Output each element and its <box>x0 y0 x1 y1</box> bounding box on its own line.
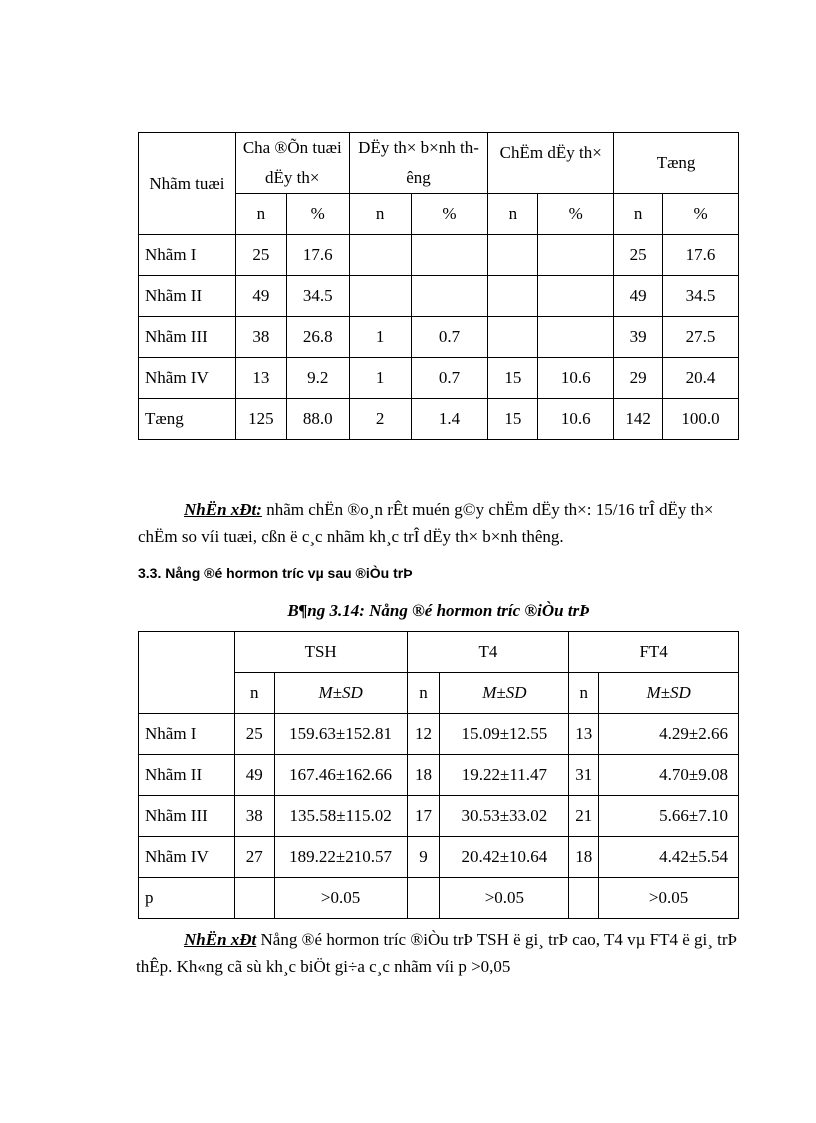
header-tsh: TSH <box>234 632 407 673</box>
header-normal-puberty: DËy th× b×nh thêng <box>349 133 488 194</box>
cell: 9.2 <box>286 358 349 399</box>
comment-paragraph-1 <box>138 496 742 550</box>
comment-label: NhËn xÐt: <box>184 500 262 519</box>
cell: 27.5 <box>663 317 739 358</box>
cell: 38 <box>235 317 286 358</box>
table-row <box>139 796 739 837</box>
cell: 13 <box>569 714 599 755</box>
cell: 9 <box>407 837 440 878</box>
table-row <box>139 358 739 399</box>
cell: 26.8 <box>286 317 349 358</box>
section-heading: 3.3. Nång ®é hormon tríc vµ sau ®iÒu trÞ <box>138 565 413 581</box>
cell: 0.7 <box>411 358 488 399</box>
table-row <box>139 837 739 878</box>
sub-pct: % <box>538 194 614 235</box>
table-row <box>139 235 739 276</box>
row-label: Nhãm III <box>139 317 236 358</box>
row-label: p <box>139 878 235 919</box>
cell: 189.22±210.57 <box>274 837 407 878</box>
header-delayed-puberty: ChËm dËy th× <box>488 133 614 194</box>
row-label: Nhãm IV <box>139 358 236 399</box>
cell: 49 <box>234 755 274 796</box>
cell: 18 <box>407 755 440 796</box>
cell: 34.5 <box>286 276 349 317</box>
cell: 1 <box>349 358 411 399</box>
table-puberty-by-group <box>138 132 739 440</box>
table-hormone-levels <box>138 631 739 919</box>
cell <box>538 317 614 358</box>
cell: 15.09±12.55 <box>440 714 569 755</box>
cell: 1.4 <box>411 399 488 440</box>
cell <box>411 276 488 317</box>
cell: 39 <box>614 317 663 358</box>
comment-paragraph-2 <box>136 926 742 980</box>
sub-n: n <box>235 194 286 235</box>
cell <box>488 276 538 317</box>
cell: 19.22±11.47 <box>440 755 569 796</box>
cell: 17.6 <box>663 235 739 276</box>
sub-n: n <box>614 194 663 235</box>
sub-n: n <box>569 673 599 714</box>
comment-label: NhËn xÐt <box>184 930 257 949</box>
cell: 167.46±162.66 <box>274 755 407 796</box>
cell: 31 <box>569 755 599 796</box>
row-label: Tæng <box>139 399 236 440</box>
cell: 10.6 <box>538 358 614 399</box>
table-row <box>139 714 739 755</box>
sub-mean-sd: M±SD <box>440 673 569 714</box>
cell <box>407 878 440 919</box>
table-row <box>139 317 739 358</box>
cell: 4.70±9.08 <box>599 755 739 796</box>
cell: 10.6 <box>538 399 614 440</box>
cell <box>234 878 274 919</box>
sub-pct: % <box>663 194 739 235</box>
cell <box>488 235 538 276</box>
cell: 13 <box>235 358 286 399</box>
comment-text: Nång ®é hormon tríc ®iÒu trÞ TSH ë gi¸ trÞ cao, T4 vµ FT4 ë gi¸ trÞ thÊp. Kh«ng cã sù kh¸c biÖt gi÷a c¸c nhãm víi p >0,05 <box>136 930 738 976</box>
sub-mean-sd: M±SD <box>274 673 407 714</box>
cell: 17 <box>407 796 440 837</box>
cell: 125 <box>235 399 286 440</box>
cell: 15 <box>488 399 538 440</box>
cell: 159.63±152.81 <box>274 714 407 755</box>
cell: 5.66±7.10 <box>599 796 739 837</box>
table-caption: B¶ng 3.14: Nång ®é hormon tríc ®iÒu trÞ <box>287 601 590 620</box>
cell: 0.7 <box>411 317 488 358</box>
cell: 17.6 <box>286 235 349 276</box>
header-empty <box>139 632 235 714</box>
cell: 142 <box>614 399 663 440</box>
cell: 25 <box>234 714 274 755</box>
cell <box>569 878 599 919</box>
row-label: Nhãm I <box>139 235 236 276</box>
cell: 2 <box>349 399 411 440</box>
sub-mean-sd: M±SD <box>599 673 739 714</box>
table-row <box>139 878 739 919</box>
row-label: Nhãm III <box>139 796 235 837</box>
cell: 49 <box>614 276 663 317</box>
cell <box>349 235 411 276</box>
row-label: Nhãm II <box>139 276 236 317</box>
header-ft4: FT4 <box>569 632 739 673</box>
cell: 15 <box>488 358 538 399</box>
cell: >0.05 <box>599 878 739 919</box>
table-row <box>139 276 739 317</box>
cell: >0.05 <box>440 878 569 919</box>
cell <box>411 235 488 276</box>
cell: 20.42±10.64 <box>440 837 569 878</box>
cell: 1 <box>349 317 411 358</box>
row-label: Nhãm II <box>139 755 235 796</box>
sub-n: n <box>234 673 274 714</box>
row-label: Nhãm IV <box>139 837 235 878</box>
cell: 100.0 <box>663 399 739 440</box>
header-group: Nhãm tuæi <box>139 133 236 235</box>
cell: 4.29±2.66 <box>599 714 739 755</box>
cell: 27 <box>234 837 274 878</box>
cell: >0.05 <box>274 878 407 919</box>
sub-n: n <box>349 194 411 235</box>
cell <box>538 276 614 317</box>
cell: 25 <box>614 235 663 276</box>
cell: 20.4 <box>663 358 739 399</box>
cell: 88.0 <box>286 399 349 440</box>
sub-n: n <box>488 194 538 235</box>
cell: 135.58±115.02 <box>274 796 407 837</box>
cell: 18 <box>569 837 599 878</box>
cell: 49 <box>235 276 286 317</box>
cell: 34.5 <box>663 276 739 317</box>
row-label: Nhãm I <box>139 714 235 755</box>
sub-pct: % <box>411 194 488 235</box>
cell: 30.53±33.02 <box>440 796 569 837</box>
cell: 21 <box>569 796 599 837</box>
table-row <box>139 399 739 440</box>
cell: 38 <box>234 796 274 837</box>
header-t4: T4 <box>407 632 569 673</box>
cell: 25 <box>235 235 286 276</box>
cell <box>349 276 411 317</box>
comment-text: nhãm chËn ®o¸n rÊt muén g©y chËm dËy th×: 15/16 trÎ dËy th× chËm so víi tuæi, cßn ë c¸c nhãm kh¸c trÎ dËy th× b×nh thêng. <box>138 500 714 546</box>
header-total: Tæng <box>614 133 739 194</box>
cell: 4.42±5.54 <box>599 837 739 878</box>
cell <box>488 317 538 358</box>
sub-pct: % <box>286 194 349 235</box>
cell: 12 <box>407 714 440 755</box>
header-pre-puberty: Cha ®Õn tuæi dËy th× <box>235 133 349 194</box>
sub-n: n <box>407 673 440 714</box>
cell <box>538 235 614 276</box>
cell: 29 <box>614 358 663 399</box>
table-row <box>139 755 739 796</box>
